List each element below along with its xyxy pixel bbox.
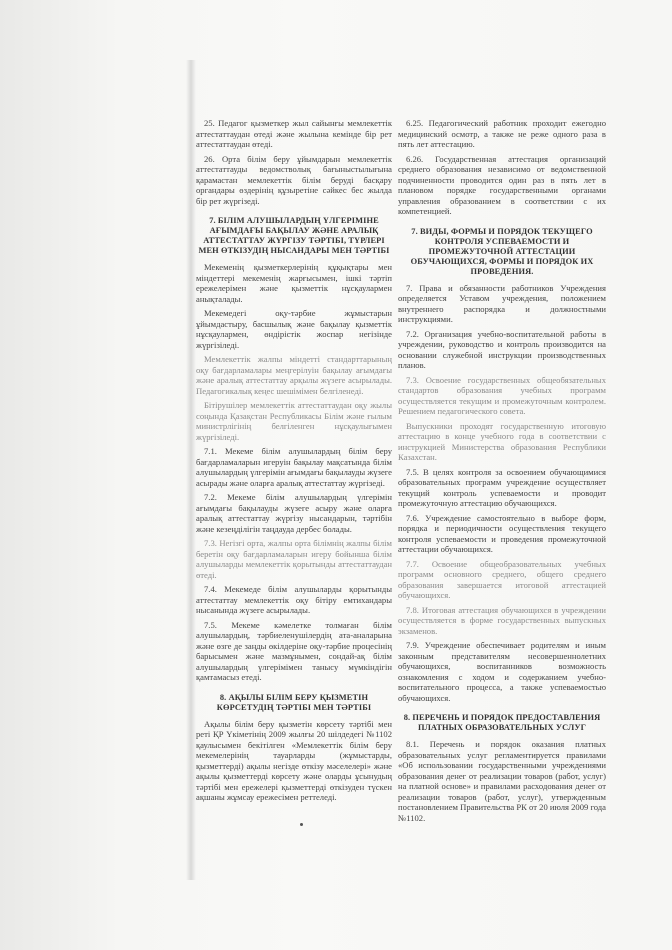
paragraph: 7.5. В целях контроля за освоением обучающимися образовательных программ учреждение осуществляет текущий контроль успеваемости и проводит промежуточную аттестацию обучающихся. — [398, 466, 606, 508]
right-block-1 — [398, 118, 606, 217]
paragraph: 7.7. Освоение общеобразовательных учебных программ основного среднего, общего среднего образования завершается итоговой аттестацией обучающихся. — [398, 558, 606, 600]
left-block-2 — [196, 262, 392, 442]
left-block-4 — [196, 719, 392, 803]
paragraph: 7.6. Учреждение самостоятельно в выборе форм, порядка и периодичности осуществления текущего контроля успеваемости и проведения промежуточной аттестации обучающихся. — [398, 512, 606, 554]
section-heading: 8. ПЕРЕЧЕНЬ И ПОРЯДОК ПРЕДОСТАВЛЕНИЯ ПЛАТНЫХ ОБРАЗОВАТЕЛЬНЫХ УСЛУГ — [403, 713, 601, 732]
paragraph: Выпускники проходят государственную итоговую аттестацию в конце учебного года в соответствии с инструкцией Министерства образования Республики Казахстан. — [398, 420, 606, 462]
paragraph: 7.1. Мекеме білім алушылардың білім беру бағдарламаларын игеруін бақылау мақсатында білім алушылардың үлгерімін ағымдағы бақылауды жүзеге асырады және оларға аралық аттестаттау жүргізеді. — [196, 446, 392, 488]
paragraph: Бітірушілер мемлекеттік аттестаттаудан оқу жылы соңында Қазақстан Республикасы Білім және ғылым министрлігінің белгіленген нұсқаулығымен жүргізіледі. — [196, 400, 392, 442]
right-block-3 — [398, 739, 606, 823]
paragraph: 7.3. Освоение государственных общеобязательных стандартов образования учебных программ осуществляется текущим и промежуточным контролем. Решением педагогического совета. — [398, 374, 606, 416]
paragraph: 7.3. Негізгі орта, жалпы орта білімнің жалпы білім беретін оқу бағдарламаларын игеру бойынша білім алушыларды мемлекеттік қорытынды аттестаттаудан өтеді. — [196, 538, 392, 580]
paragraph: 7.4. Мекемеде білім алушыларды қорытынды аттестаттау мемлекеттік оқу бітіру емтихандары нысанында жүзеге асырылады. — [196, 584, 392, 615]
paragraph: Мемлекеттік жалпы міндетті стандарттарының оқу бағдарламалары меңгерілуін бақылау ағымдағы және аралық аттестаттау арқылы жүзеге асырылады. Педагогикалық кеңес шешімімен белгіленеді. — [196, 354, 392, 396]
paragraph: Ақылы білім беру қызметін көрсету тәртібі мен реті ҚР Үкіметінің 2009 жылғы 20 шілдедегі №1102 қаулысымен бекітілген «Мемлекеттік білім беру мекемелерінің тауарларды (жұмыстарды, қызметтерді) ақылы негізде өткізу мәселелері» және ақылы қызметтерді көрсету және оларды ұсынудың тәртібі мен ережелері қызметтерді өткізуден түскен ақшаны жұмсау ережесімен реттеледі. — [196, 718, 392, 802]
paragraph: 26. Орта білім беру ұйымдарын мемлекеттік аттестаттауды ведомстволық бағыныстылығына қарамастан мемлекеттік білім беруді басқару органдары өздерінің құзыретіне сәйкес бес жылда бір рет жүргізеді. — [196, 153, 392, 206]
left-column-kazakh — [196, 118, 392, 807]
paragraph: 7. Права и обязанности работников Учреждения определяется Уставом учреждения, положением внутреннего распорядка и должностными инструкциями. — [398, 282, 606, 324]
right-column-russian — [398, 118, 606, 827]
page-fold-shadow — [186, 60, 196, 880]
paragraph: 7.8. Итоговая аттестация обучающихся в учреждении осуществляется в форме государственных выпускных экзаменов. — [398, 604, 606, 636]
scan-speck — [300, 823, 303, 826]
section-heading: 8. АҚЫЛЫ БІЛІМ БЕРУ ҚЫЗМЕТІН КӨРСЕТУДІҢ ТӘРТІБІ МЕН ТӘРТІБІ — [216, 692, 372, 712]
paragraph: 6.26. Государственная аттестация организаций среднего образования независимо от ведомственной подчиненности проводится один раз в пять лет в плановом порядке государственными органами управления образованием в соответствии с их компетенцией. — [398, 153, 606, 216]
paragraph: 8.1. Перечень и порядок оказания платных образовательных услуг регламентируется правилами «Об использовании государственными учреждениями образования денег от реализации товаров (работ, услуг) на платной основе» и правилами расходования денег от реализации товаров (работ, услуг), утвержденным постановлением Правительства РК от 20 июля 2009 года №1102. — [398, 739, 606, 823]
right-block-2 — [398, 283, 606, 704]
paragraph: Мекеменің қызметкерлерінің құқықтары мен міндеттері мекеменің жарғысымен, ішкі тәртіп ережелерімен және қызметтік нұсқаулармен анықталады. — [196, 262, 392, 304]
left-block-1 — [196, 118, 392, 206]
paragraph: Мекемедегі оқу-тәрбие жұмыстарын ұйымдастыру, басшылық және бақылау қызметтік нұсқаулармен, өндірістік жоспар негізінде жүргізіледі. — [196, 308, 392, 350]
paragraph: 25. Педагог қызметкер жыл сайынғы мемлекеттік аттестаттаудан өтеді және жылына кемінде бір рет аттестаттаудан өтеді. — [196, 118, 392, 149]
paragraph: 7.5. Мекеме кәмелетке толмаған білім алушылардың, тәрбиеленушілердің ата-аналарына және өзге де заңды өкілдеріне оқу-тәрбие процесінің барысымен және мазмұнымен, сондай-ақ білім алушылардың үлгерімімен танысу мүмкіндігін қамтамасыз етеді. — [196, 619, 392, 682]
section-heading: 7. ВИДЫ, ФОРМЫ И ПОРЯДОК ТЕКУЩЕГО КОНТРОЛЯ УСПЕВАЕМОСТИ И ПРОМЕЖУТОЧНОЙ АТТЕСТАЦИИ ОБУЧАЮЩИХСЯ, ФОРМЫ И ПОРЯДОК ИХ ПРОВЕДЕНИЯ. — [410, 226, 594, 276]
paragraph: 7.2. Организация учебно-воспитательной работы в учреждении, руководство и контроль производится на основании служебной инструкции производственных планов. — [398, 328, 606, 370]
paragraph: 6.25. Педагогический работник проходит ежегодно медицинский осмотр, а также не реже одного раза в пять лет аттестацию. — [398, 118, 606, 149]
paragraph: 7.9. Учреждение обеспечивает родителям и иным законным представителям несовершеннолетних обучающихся, воспитанников возможность ознакомления с ходом и содержанием учебно-воспитательного процесса, а также успеваемостью обучающихся. — [398, 640, 606, 703]
left-block-3 — [196, 446, 392, 683]
section-heading: 7. БІЛІМ АЛУШЫЛАРДЫҢ ҮЛГЕРІМІНЕ АҒЫМДАҒЫ БАҚЫЛАУ ЖӘНЕ АРАЛЫҚ АТТЕСТАТТАУ ЖҮРГІЗУ ТӘРТІБІ, ТҮРЛЕРІ МЕН ӨТКІЗУДІҢ НЫСАНДАРЫ МЕН ТӘРТІБІ — [198, 216, 390, 255]
paragraph: 7.2. Мекеме білім алушылардың үлгерімін ағымдағы бақылауды жүзеге асыру және оларға аралық аттестаттау жүргізу нысандарын, тәртібін және кезеңділігін таңдауда дербес болады. — [196, 492, 392, 534]
